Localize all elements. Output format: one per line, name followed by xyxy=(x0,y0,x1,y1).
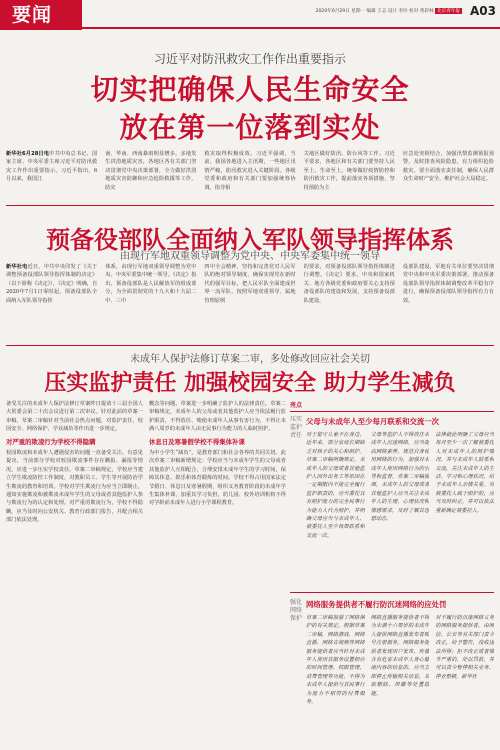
masthead-date-editors: 2020年6月29日 星期一 编辑 王志 设计 李玲 校对 黄彩林 xyxy=(315,9,434,14)
story1-col-3: 救灾取得积极成效。习近平强调，当前，我国各地进入主汛期，一些地区汛情严峻，防汛救灾进入关键阶段。各级党委和政府和有关部门要加强统筹协调，指导相 xyxy=(204,151,296,191)
story1-body xyxy=(6,150,494,198)
highlights-tag: 亮点 xyxy=(290,400,494,412)
highlight-block-1 xyxy=(290,416,494,586)
story2-col-4: 的要求，对预备役部队领导指挥体制进行调整。《决定》要求，中央和国家机关、地方各级党委和政府要关心支持预备役部队的建设和发展，支持预备役部队建设， xyxy=(303,264,395,304)
story3-headline: 压实监护责任 加强校园安全 助力学生减负 xyxy=(44,371,456,396)
highlights-sidebar xyxy=(290,400,494,746)
highlight-2-columns xyxy=(306,614,494,718)
story2-kicker: 由现行军地双重领导调整为党中央、中央军委集中统一领导 xyxy=(120,251,380,262)
story2-body xyxy=(6,263,494,343)
highlight-2-col-3: 对不履行防沉迷网络义务的网络服务提供者，由网信、公安等有关部门责令改正，给予警告，没收违法所得；拒不改正或者情节严重的，处以罚款，并可以责令暂停相关业务、停业整顿。新华社 xyxy=(435,615,495,680)
story1-col-1: 新华社6月28日电中共中央总书记、国家主席、中央军委主席习近平对防汛救灾工作作出重要指示。习近平指出，6月以来，我国江 xyxy=(6,151,98,183)
story1-kicker: 习近平对防汛救灾工作作出重要指示 xyxy=(153,52,346,66)
story1-col-2: 南、华南、西南暴雨明显增多，多地发生洪涝地质灾害，各地区各有关部门坚决贯彻党中央决策部署，全力做好洪涝地质灾害防御和应急抢险救援等工作，防灾 xyxy=(105,151,197,191)
story3-subtitle-2: 休息日及寒暑假学校不得集体补课 xyxy=(149,437,245,446)
story2-col-5: 役部队建设，军地有关单位要坚决贯彻党中央和中央军委决策部署，推动预备役部队领导指挥体制调整改革平稳有序进行，确保预备役部队领导指挥有力有效。 xyxy=(402,264,495,304)
page-number: A03 xyxy=(470,4,496,18)
story3-intro-2: 概念等问题，草案进一步明确了监护人的法律责任。草案二审稿规定，未成年人的父母或者其他监护人应当依法履行监护职责，不得放任、唆使未成年人从事有害行为，不得让未满八周岁的未成年人由无民事行为能力的人临时照护。 xyxy=(149,401,286,433)
story2-col-1: 新华社电近日，中共中央印发了《关于调整预备役部队领导指挥体制的决定》（以下简称《决定》），《决定》明确，自2020年7月1日零时起，预备役部队全面纳入军队领导指挥 xyxy=(6,264,98,304)
story2-col-2: 体系，由现行军地双重领导调整为党中央、中央军委集中统一领导。《决定》指出，预备役部队是人民解放军的组成部分，为全面贯彻党的十九大和十九届二中、三中 xyxy=(105,264,197,304)
highlight-2-col-1: 草案二审稿加强了网络保护的有关规定。根据草案二审稿，网络游戏、网络直播、网络音视频等网络服务提供者应当针对未成年人使用其服务设置相应的时间管理、权限管理、消费管理等功能，不得为未成年人提供与其民事行为能力不相符的付费服务。 xyxy=(306,615,365,706)
highlight-1-col-1: 对于留守儿童不在身边，近年来，部分家庭长期缺乏对孩子的关心和照护。草案二审稿明确规定，未成年人的父母或者其他监护人因外出务工等原因在一定期限内不能完全履行监护职责的，应当委托具有照护能力的完全民事行为能力人代为照护，并明确父母应当与未成年人、被委托人至少每周联系和交流一次。 xyxy=(306,432,365,539)
masthead-rule xyxy=(82,27,500,29)
story3-body-2: 为中小学生“减负”，是教育部门和社会各界的共同关切。此次草案二审稿新增规定：学校应当与未成年学生的父母或者其他监护人互相配合，合理安排未成年学生的学习时间，保障其休息、娱乐和体育锻炼的时间。学校不得占用国家法定节假日、休息日及寒暑假期，组织义务教育阶段的未成年学生集体补课，加重其学习负担。幼儿园、校外培训机构不得对学龄前未成年人进行小学课程教育。 xyxy=(149,450,286,507)
story3-kicker: 未成年人保护法修订草案二审，多处修改回应社会关切 xyxy=(130,354,370,365)
highlight-1-columns xyxy=(306,431,494,581)
story1-col-5: 应急处突相结合，加强汛情监测预报预警，及时排查风险隐患，有力组织抢险救灾。要全面落实责任制，确保人民群众生命财产安全，维护社会大局稳定。 xyxy=(402,151,495,183)
edition-tag: 北京青年报 xyxy=(437,9,460,14)
highlight-1-col-3: 法律就此明确了父母应当每月至少一次了解被委托人对未成年人的照护情况，并与未成年人联系和交流，关注未成年人的生活、学习和心理状况，给予未成年人亲情关爱。对被委托人疏于照护的，应当及时纠正，并可以依法重新确定被委托人。 xyxy=(435,432,495,514)
story1-headline-line1: 切实把确保人民生命安全 xyxy=(90,73,410,106)
story3-body xyxy=(6,400,286,746)
divider-1 xyxy=(6,205,494,206)
highlight-2-col-2: 网络直播服务提供者不得为未满十六周岁的未成年人提供网络直播发布者账号注册服务。网络服务提供者发现用户发布、传播含有危害未成年人身心健康内容的信息的，应当立即停止传输相关信息，采取删除、屏蔽等处置措施。 xyxy=(370,615,430,697)
story2-col-3: 四中全会精神，坚持和完善党对人民军队的绝对领导制度，确保实现党在新时代的强军目标，把人民军队全面建成世界一流军队，按照军地双重领导、属地管理原则 xyxy=(204,264,296,304)
story3-col-1 xyxy=(6,400,143,746)
highlight-1-col-2: 父母等监护人不得放任未成年人沉迷网络，应当提高网络素养，规范自身使用网络的行为，加强对未成年人使用网络行为的引导和监督。草案二审稿强调，未成年人的父母或者其他监护人应当关注未成年人的生理、心理状况和情感需求，及时了解其思想动态。 xyxy=(370,432,430,523)
story2-dateline: 新华社电 xyxy=(6,264,28,270)
masthead-info xyxy=(316,8,464,14)
story1-col-4: 关地区做好防汛、防台风等工作。习近平要求，各地区和有关部门要坚持人民至上、生命至上，统筹做好疫情防控和防汛救灾工作，提前落实各项措施，坚持预防为主 xyxy=(303,151,395,191)
story1-headline-line2: 放在第一位落到实处 xyxy=(119,111,381,144)
story3-intro-1: 备受关注的未成年人保护法修订草案昨日提请十三届全国人大常委会第二十次会议进行第二次审议。针对此前的草案一审稿，草案二审稿针对当前社会热点问题，对监护责任、校园安全、网络保护、学业减负等作出进一步规定。 xyxy=(6,401,143,433)
masthead xyxy=(0,0,500,30)
divider-2 xyxy=(6,345,494,346)
story3-subtitle-1: 对严重的欺凌行为学校不得隐瞒 xyxy=(6,437,96,446)
highlight-block-2 xyxy=(290,599,494,721)
sidebar-divider xyxy=(290,592,494,593)
story2-headline: 预备役部队全面纳入军队领导指挥体系 xyxy=(46,226,454,254)
story3-col-2 xyxy=(149,400,286,746)
story3-body-1: 校园欺凌和未成年人遭遇侵害的问题一直备受关注。有意见提出，当前部分学校对校园欺凌事件存在瞒报、漏报等情况，应进一步压实学校责任。草案二审稿规定，学校应当建立学生欺凌防控工作制度，对教职员工、学生等开展防治学生欺凌的教育和培训。学校对学生欺凌行为应当立即制止，通知实施欺凌和被欺凌未成年学生的父母或者其他监护人参与欺凌行为的认定和处理。对严重的欺凌行为，学校不得隐瞒，应当及时向公安机关、教育行政部门报告，并配合相关部门依法处理。 xyxy=(6,450,143,524)
highlight-2-title: 网络服务提供者不履行防沉迷网络的应处罚 xyxy=(306,600,447,609)
highlight-2-commentary: 强化网络保护 xyxy=(290,599,303,622)
highlight-1-title: 父母与未成年人至少每月联系和交流一次 xyxy=(306,417,440,426)
highlight-1-commentary: 压实监护责任 xyxy=(290,416,303,439)
story1-dateline: 新华社6月28日电 xyxy=(6,151,50,157)
section-logo: 要闻 xyxy=(0,0,82,30)
